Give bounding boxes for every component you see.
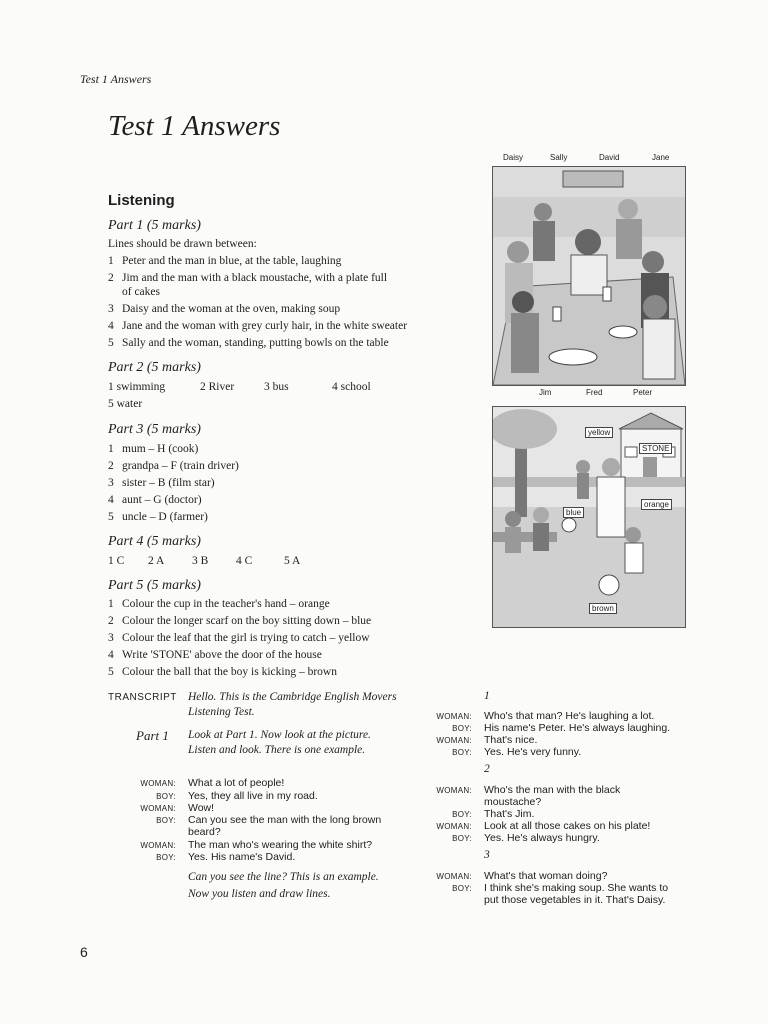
pic1-label-fred: Fred [586,388,603,397]
item-number: 2 [108,460,114,472]
pic1-label-peter: Peter [633,388,653,397]
speaker-label: WOMAN: [436,822,472,831]
part2-answer: 4 school [332,381,371,393]
item-text: Peter and the man in blue, at the table, laughing [122,255,342,267]
speaker-label: BOY: [452,834,472,843]
pic1-label-daisy: Daisy [503,153,524,162]
item-text: Colour the longer scarf on the boy sitting down – blue [122,615,372,627]
part4-answer: 2 A [148,555,165,567]
utterance: Can you see the man with the long brown [188,814,382,826]
question-number: 3 [484,849,490,861]
item-number: 5 [108,666,114,678]
pic2-label-yellow: yellow [585,427,613,438]
part4-answer: 3 B [192,555,209,567]
speaker-label: WOMAN: [436,736,472,745]
item-text: uncle – D (farmer) [122,511,208,523]
part1-item [108,255,341,267]
item-text: Jane and the woman with grey curly hair, in the white sweater [122,320,408,332]
pic2-label-brown: brown [589,603,617,614]
speaker-label: WOMAN: [140,779,176,788]
utterance-continuation: moustache? [484,796,542,808]
part4-answer: 4 C [236,555,253,567]
item-number: 3 [108,477,114,489]
pic2-label-stone: STONE [639,443,672,454]
item-number: 5 [108,511,114,523]
section-heading-listening: Listening [108,192,175,209]
utterance: That's Jim. [484,808,535,820]
part3-item [108,460,239,472]
utterance: Who's that man? He's laughing a lot. [484,710,655,722]
part5-heading: Part 5 (5 marks) [108,578,201,593]
utterance: Yes. His name's David. [188,851,296,863]
utterance: I think she's making soup. She wants to [484,882,669,894]
pic2-label-blue: blue [563,507,584,518]
item-number: 3 [108,632,114,644]
part1-item-continuation: of cakes [122,286,160,298]
item-text: aunt – G (doctor) [122,494,202,506]
speaker-label: WOMAN: [436,786,472,795]
speaker-label: BOY: [452,724,472,733]
part2-answer: 3 bus [264,381,289,393]
transcript-closing: Now you listen and draw lines. [188,888,331,900]
item-text: Colour the leaf that the girl is trying to catch – yellow [122,632,370,644]
utterance: That's nice. [484,734,538,746]
utterance: His name's Peter. He's always laughing. [484,722,671,734]
part1-heading: Part 1 (5 marks) [108,218,201,233]
item-number: 4 [108,649,114,661]
part1-item [108,337,389,349]
part1-item [108,303,340,315]
part5-item [108,615,371,627]
item-text: Colour the cup in the teacher's hand – orange [122,598,330,610]
item-number: 3 [108,303,114,315]
utterance: Who's the man with the black [484,784,621,796]
park-scene-drawing [493,407,685,627]
part1-item [108,272,387,284]
pic1-label-jim: Jim [539,388,552,397]
utterance: Yes. He's very funny. [484,746,582,758]
item-text: Jim and the man with a black moustache, with a plate full [122,272,388,284]
kitchen-scene-illustration [492,166,686,386]
transcript-closing: Can you see the line? This is an example. [188,871,379,883]
utterance: The man who's wearing the white shirt? [188,839,373,851]
utterance: Wow! [188,802,215,814]
part5-item [108,598,330,610]
part4-answer: 1 C [108,555,125,567]
speaker-label: BOY: [156,816,176,825]
item-number: 2 [108,272,114,284]
utterance: What's that woman doing? [484,870,608,882]
item-number: 1 [108,255,114,267]
pic1-label-david: David [599,153,620,162]
item-text: sister – B (film star) [122,477,215,489]
item-text: grandpa – F (train driver) [122,460,239,472]
part2-answer: 5 water [108,398,143,410]
item-number: 4 [108,320,114,332]
utterance-continuation: put those vegetables in it. That's Daisy. [484,894,666,906]
part4-heading: Part 4 (5 marks) [108,534,201,549]
park-scene-illustration [492,406,686,628]
part5-item [108,666,337,678]
part4-answer: 5 A [284,555,301,567]
item-number: 5 [108,337,114,349]
transcript-part-label: Part 1 [136,728,169,743]
part4-answers-row [108,555,300,567]
speaker-label: WOMAN: [140,841,176,850]
speaker-label: BOY: [156,792,176,801]
page-title: Test 1 Answers [108,110,281,142]
part2-answer: 2 River [200,381,235,393]
pic1-label-sally: Sally [550,153,568,162]
kitchen-scene-drawing [493,167,685,385]
part2-heading: Part 2 (5 marks) [108,360,201,375]
part5-item [108,632,370,644]
item-number: 1 [108,443,114,455]
speaker-label: WOMAN: [436,872,472,881]
item-text: Write 'STONE' above the door of the house [122,649,322,661]
utterance-continuation: beard? [188,826,221,838]
page-number: 6 [80,944,88,960]
speaker-label: BOY: [452,810,472,819]
speaker-label: BOY: [156,853,176,862]
utterance: Yes. He's always hungry. [484,832,600,844]
running-head: Test 1 Answers [80,72,152,86]
utterance: What a lot of people! [188,777,285,789]
speaker-label: WOMAN: [140,804,176,813]
transcript-part-text: Look at Part 1. Now look at the picture. Listen and look. There is one example. [188,729,371,756]
transcript-label: TRANSCRIPT [108,692,177,703]
part5-item [108,649,322,661]
part2-answer: 1 swimming [108,381,166,393]
item-text: Daisy and the woman at the oven, making soup [122,303,341,315]
question-number: 2 [484,763,490,775]
speaker-label: WOMAN: [436,712,472,721]
part1-intro: Lines should be drawn between: [108,238,257,250]
part3-item [108,443,198,455]
question-number: 1 [484,690,490,702]
item-number: 2 [108,615,114,627]
item-number: 4 [108,494,114,506]
part3-item [108,494,202,506]
speaker-label: BOY: [452,748,472,757]
item-text: Colour the ball that the boy is kicking – brown [122,666,337,678]
item-text: mum – H (cook) [122,443,199,455]
part3-heading: Part 3 (5 marks) [108,422,201,437]
item-number: 1 [108,598,114,610]
part3-item [108,511,208,523]
speaker-label: BOY: [452,884,472,893]
part3-item [108,477,215,489]
part2-answers-row [108,381,371,393]
pic1-label-jane: Jane [652,153,670,162]
utterance: Yes, they all live in my road. [188,790,318,802]
utterance: Look at all those cakes on his plate! [484,820,651,832]
transcript-intro: Hello. This is the Cambridge English Movers Listening Test. [188,691,397,718]
pic2-label-orange: orange [641,499,672,510]
part1-item [108,320,407,332]
item-text: Sally and the woman, standing, putting bowls on the table [122,337,389,349]
